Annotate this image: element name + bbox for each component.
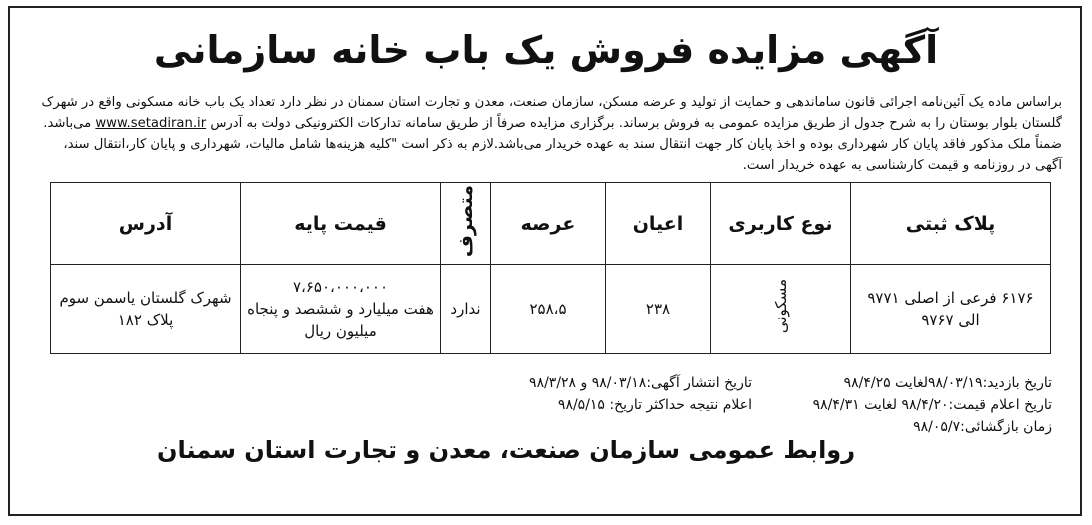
dates-row-2 xyxy=(40,394,1052,416)
header-usage: نوع کاربری xyxy=(711,183,851,265)
header-building: اعیان xyxy=(606,183,711,265)
header-price: قیمت پایه xyxy=(241,183,441,265)
header-address: آدرس xyxy=(51,183,241,265)
price-number: ۷،۶۵۰،۰۰۰،۰۰۰ xyxy=(292,278,389,297)
dates-block xyxy=(40,372,1052,438)
header-occupant-label: متصرف xyxy=(454,185,477,258)
table-row xyxy=(51,265,1051,354)
cell-usage-label: مسکونی xyxy=(771,279,790,334)
publish-date: تاریخ انتشار آگهی:۹۸/۰۳/۱۸ و ۹۸/۳/۲۸ xyxy=(529,375,752,391)
footer-signature xyxy=(0,436,1092,464)
cell-land: ۲۵۸،۵ xyxy=(491,265,606,354)
dates-row-3 xyxy=(40,416,1052,438)
dates-row-1 xyxy=(40,372,1052,394)
header-occupant xyxy=(441,183,491,265)
footer-text: روابط عمومی سازمان صنعت، معدن و تجارت استان سمنان xyxy=(156,436,856,464)
header-land: عرصه xyxy=(491,183,606,265)
price-announce-date: تاریخ اعلام قیمت:۹۸/۴/۲۰ لغایت ۹۸/۴/۳۱ xyxy=(812,397,1052,413)
cell-building: ۲۳۸ xyxy=(606,265,711,354)
visit-date: تاریخ بازدید:۹۸/۰۳/۱۹لغایت ۹۸/۴/۲۵ xyxy=(843,375,1052,391)
cell-address: شهرک گلستان یاسمن سوم پلاک ۱۸۲ xyxy=(51,265,241,354)
body-line-4: آگهی در روزنامه و قیمت کارشناسی به عهده خریدار است. xyxy=(742,158,1062,173)
notice-body xyxy=(34,92,1062,176)
table-header-row xyxy=(51,183,1051,265)
opening-date: زمان بازگشائی:۹۸/۰۵/۷ xyxy=(913,419,1052,435)
body-line-2-end: می‌باشد. xyxy=(43,116,96,131)
notice-title: آگهی مزایده فروش یک باب خانه سازمانی xyxy=(153,28,939,72)
body-line-2 xyxy=(34,113,1062,134)
result-announce-date: اعلام نتیجه حداکثر تاریخ: ۹۸/۵/۱۵ xyxy=(557,397,752,413)
cell-plate: ۶۱۷۶ فرعی از اصلی ۹۷۷۱ الی ۹۷۶۷ xyxy=(851,265,1051,354)
price-words: هفت میلیارد و ششصد و پنجاه میلیون ریال xyxy=(247,300,434,341)
cell-usage xyxy=(711,265,851,354)
body-line-2-start: گلستان بلوار بوستان را به شرح جدول از طریق مزایده عمومی به فروش برساند. برگزاری مزایده صرفاً از طریق سامانه تدارکات الکترونیکی دولت به آدرس xyxy=(206,116,1062,131)
header-plate: پلاک ثبتی xyxy=(851,183,1051,265)
website-link[interactable]: www.setadiran.ir xyxy=(95,116,207,131)
cell-occupant: ندارد xyxy=(441,265,491,354)
cell-price xyxy=(241,265,441,354)
property-table xyxy=(50,182,1051,354)
body-line-1: براساس ماده یک آئین‌نامه اجرائی قانون ساماندهی و حمایت از تولید و عرضه مسکن، سازمان صنعت، معدن و تجارت استان سمنان در نظر دارد تعداد یک باب خانه مسکونی واقع در شهرک xyxy=(41,95,1062,110)
body-line-3: ضمناً ملک مذکور فاقد پایان کار شهرداری بوده و اخذ پایان کار جهت انتقال سند به عهده خریدار می‌باشد.لازم به ذکر است "کلیه هزینه‌ها شامل مالیات، شهرداری و پایان کار،انتقال سند، xyxy=(63,137,1062,152)
